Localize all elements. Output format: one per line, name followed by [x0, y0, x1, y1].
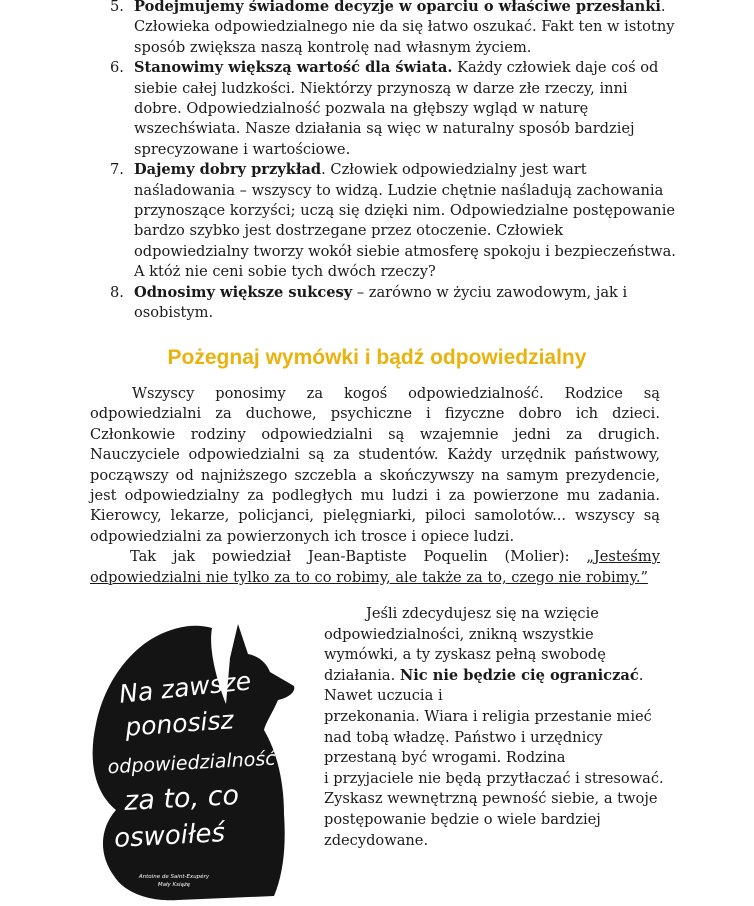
text-line: Zyskasz wewnętrzną pewność siebie, a twoje: [324, 790, 658, 808]
quote-paragraph: [90, 547, 660, 588]
list-item: [96, 0, 676, 58]
fox-quote-image: [88, 614, 316, 904]
quote-line: za to, co: [123, 780, 240, 817]
list-number: 8.: [110, 283, 124, 301]
quote-line: Na zawsze: [117, 666, 253, 709]
list-item-text: . Człowieka odpowiedzialnego nie da się łatwo oszukać. Fakt ten w istotny sposób zwiększa naszą kontrolę nad własnym życiem.: [134, 0, 675, 56]
quote-line: oswoiłeś: [113, 818, 226, 854]
quote-line: ponosisz: [124, 705, 235, 742]
text-line: Jeśli zdecydujesz się na wzięcie: [366, 605, 599, 622]
list-item: [96, 58, 676, 160]
list-item-text: Każdy człowiek daje coś od siebie całej ludzkości. Niektórzy przynoszą w darze złe rzeczy, inni dobre. Odpowiedzialność pozwala na głębszy wgląd w naturę wszechświata. Nasze działania są więc w naturalny sposób bardziej sprecyzowane i wartościowe.: [134, 59, 659, 158]
text-line: postępowanie będzie o wiele bardziej: [324, 810, 601, 828]
text-line: zdecydowane.: [324, 831, 429, 849]
list-item: [96, 283, 676, 324]
text-fragment: działania.: [324, 666, 400, 684]
list-number: 5.: [110, 0, 124, 15]
benefits-list: [96, 0, 676, 324]
moliere-quote: „Jesteśmy odpowiedzialni nie tylko za to co robimy, ale także za to, czego nie robimy.”: [90, 548, 660, 586]
quote-intro: Tak jak powiedział Jean-Baptiste Poquelin (Molier):: [130, 548, 587, 566]
section-heading: Pożegnaj wymówki i bądź odpowiedzialny: [167, 346, 587, 369]
side-paragraph: [324, 604, 669, 851]
text-fragment: .: [638, 666, 644, 684]
text-line: wymówki, a ty zyskasz pełną swobodę: [324, 646, 606, 664]
text-line: przekonania. Wiara i religia przestanie mieć: [324, 707, 652, 725]
list-item-heading: Dajemy dobry przykład: [134, 161, 322, 179]
text-line: i przyjaciele nie będą przytłaczać i stresować.: [324, 769, 664, 787]
body-text: [90, 384, 660, 588]
list-number: 7.: [110, 161, 124, 179]
quote-line: odpowiedzialność: [107, 747, 277, 779]
list-item-text: – zarówno w życiu zawodowym, jak i osobistym.: [134, 283, 628, 322]
text-line: [324, 666, 669, 687]
text-line: przestaną być wrogami. Rodzina: [324, 749, 566, 767]
list-item: [96, 160, 676, 282]
list-item-heading: Stanowimy większą wartość dla świata.: [134, 59, 453, 77]
quote-attribution: Antoine de Saint-Exupéry: [138, 874, 210, 880]
fox-silhouette-illustration: [88, 614, 316, 904]
text-line: odpowiedzialności, znikną wszystkie: [324, 625, 594, 643]
list-number: 6.: [110, 59, 124, 77]
emphasis-text: Nic nie będzie cię ograniczać: [399, 666, 639, 684]
text-line: nad tobą władzę. Państwo i urzędnicy: [324, 728, 603, 746]
paragraph: Wszyscy ponosimy za kogoś odpowiedzialność. Rodzice są odpowiedzialni za duchowe, psychiczne i fizyczne dobro ich dzieci. Członkowie rodziny odpowiedzialni są wzajemnie jedni za drugich. Nauczyciele odpowiedzialni są za studentów. Każdy urzędnik państwowy, począwszy od najniższego szczebla a skończywszy na samym prezydencie, jest odpowiedzialny za podległych mu ludzi i za powierzone mu zadania. Kierowcy, lekarze, policjanci, pielęgniarki, piloci samolotów... wszyscy są odpowiedzialni za powierzonych ich trosce i opiece ludzi.: [90, 385, 660, 545]
list-item-heading: Podejmujemy świadome decyzje w oparciu o właściwe przesłanki: [134, 0, 661, 15]
quote-attribution: Mały Książę: [157, 882, 191, 888]
list-item-text: . Człowiek odpowiedzialny jest wart naśladowania – wszyscy to widzą. Ludzie chętnie naśladują zachowania przynoszące korzyści; uczą się dzięki nim. Odpowiedzialne postępowanie bardzo szybko jest dostrzegane przez otoczenie. Człowiek odpowiedzialny tworzy wokół siebie atmosferę spokoju i bezpieczeństwa. A któż nie ceni sobie tych dwóch rzeczy?: [134, 161, 676, 281]
list-item-heading: Odnosimy większe sukcesy: [134, 283, 353, 301]
text-line: Nawet uczucia i: [324, 687, 443, 705]
